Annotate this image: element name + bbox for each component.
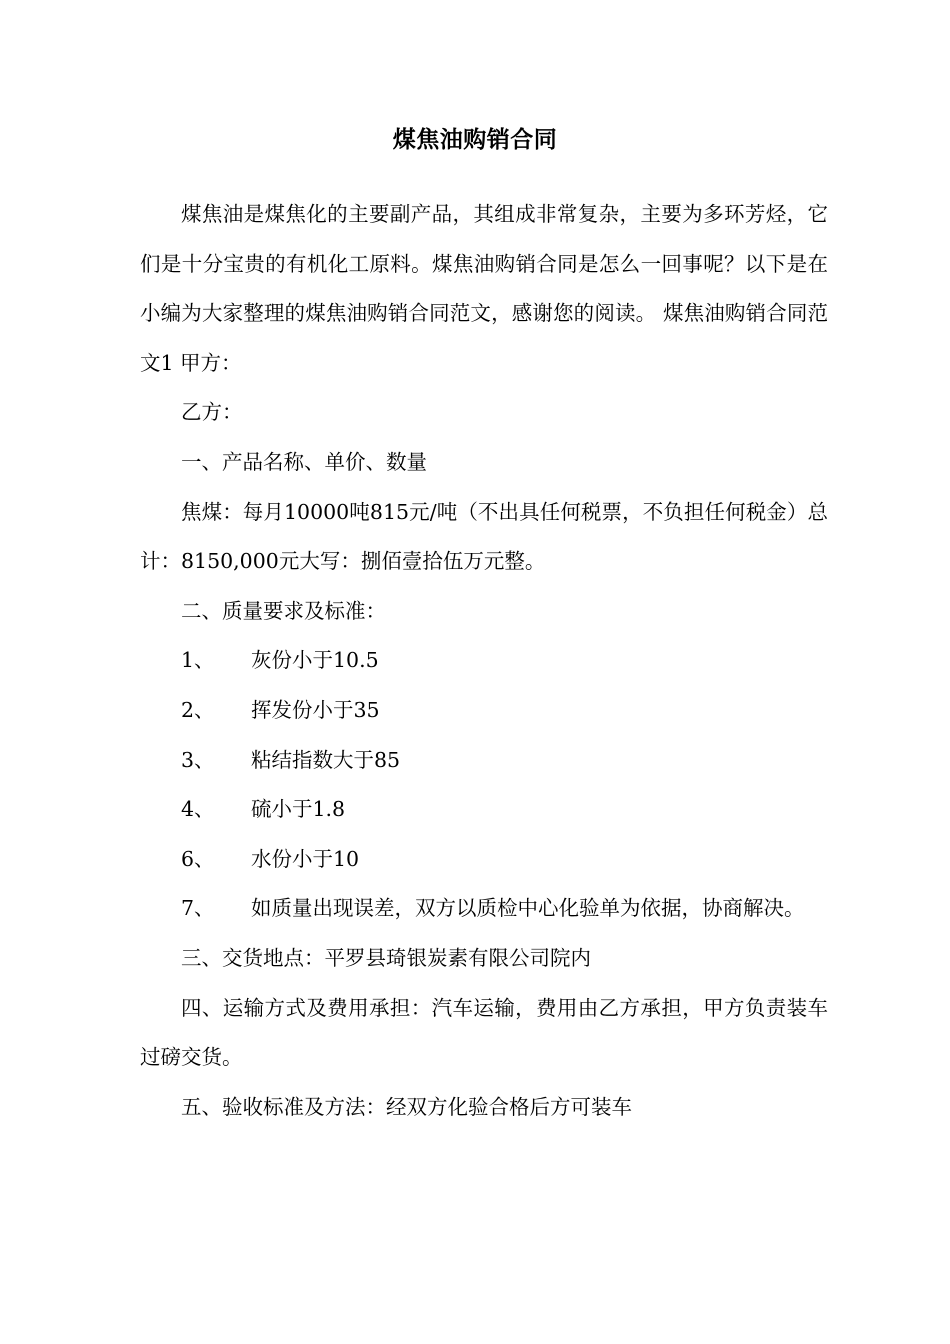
section-2-heading: 二、质量要求及标准： [181, 598, 386, 623]
quality-item [140, 636, 828, 686]
quality-item-number: 7、 [181, 896, 215, 921]
document-body [140, 190, 828, 1132]
quality-item-text: 水份小于10 [251, 846, 360, 871]
quality-item [140, 686, 828, 736]
section-5: 五、验收标准及方法：经双方化验合格后方可装车 [181, 1094, 632, 1119]
intro-paragraph: 煤焦油是煤焦化的主要副产品，其组成非常复杂，主要为多环芳烃，它们是十分宝贵的有机化工原料。煤焦油购销合同是怎么一回事呢？以下是在小编为大家整理的煤焦油购销合同范文，感谢您的阅读。 煤焦油购销合同范文1 甲方： [140, 202, 828, 375]
quality-item [140, 785, 828, 835]
section-1-body: 焦煤：每月10000吨815元/吨（不出具任何税票，不负担任何税金）总计：8150,000元大写：捌佰壹拾伍万元整。 [140, 499, 828, 574]
quality-item-text: 灰份小于10.5 [251, 648, 379, 673]
quality-item-number: 2、 [181, 697, 215, 722]
quality-item-number: 4、 [181, 797, 215, 822]
quality-item [140, 835, 828, 885]
quality-item [140, 736, 828, 786]
quality-item-text: 如质量出现误差，双方以质检中心化验单为依据，协商解决。 [251, 896, 805, 921]
quality-item-7 [140, 884, 828, 934]
quality-item-number: 6、 [181, 846, 215, 871]
quality-item-text: 粘结指数大于85 [251, 747, 401, 772]
section-1-heading: 一、产品名称、单价、数量 [181, 449, 427, 474]
section-3: 三、交货地点：平罗县琦银炭素有限公司院内 [181, 945, 591, 970]
quality-item-number: 1、 [181, 648, 215, 673]
quality-item-text: 挥发份小于35 [251, 697, 380, 722]
document-title: 煤焦油购销合同 [392, 127, 558, 153]
party-b-line: 乙方： [181, 400, 243, 425]
section-4: 四、运输方式及费用承担：汽车运输，费用由乙方承担，甲方负责装车过磅交货。 [140, 995, 828, 1070]
quality-item-number: 3、 [181, 747, 215, 772]
quality-item-text: 硫小于1.8 [251, 797, 346, 822]
